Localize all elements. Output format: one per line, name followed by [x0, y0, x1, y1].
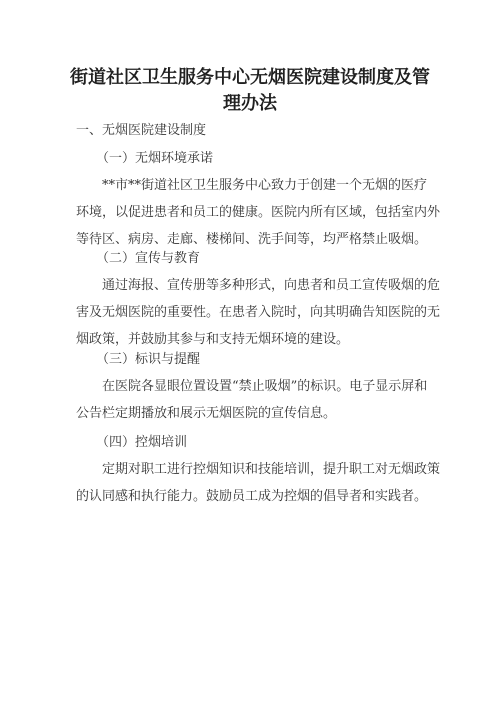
subsection-heading-2: （二）宣传与教育: [96, 251, 201, 266]
paragraph-3-line-1: 在医院各显眼位置设置“禁止吸烟”的标识。电子显示屏和: [102, 379, 428, 394]
subsection-heading-3: （三）标识与提醒: [96, 352, 201, 367]
paragraph-2-line-2: 害及无烟医院的重要性。在患者入院时，向其明确告知医院的无: [76, 305, 441, 320]
subsection-heading-4: （四）控烟培训: [96, 435, 188, 450]
paragraph-1-line-2: 环境，以促进患者和员工的健康。医院内所有区域，包括室内外: [76, 205, 441, 220]
document-title-line-1: 街道社区卫生服务中心无烟医院建设制度及管: [70, 67, 430, 88]
document-title-line-2: 理办法: [223, 93, 277, 114]
paragraph-1-line-3: 等待区、病房、走廊、楼梯间、洗手间等，均严格禁止吸烟。: [76, 232, 428, 247]
paragraph-2-line-1: 通过海报、宣传册等多种形式，向患者和员工宣传吸烟的危: [102, 278, 441, 293]
paragraph-1-line-1: **市**街道社区卫生服务中心致力于创建一个无烟的医疗: [102, 178, 428, 193]
subsection-heading-1: （一）无烟环境承诺: [96, 151, 214, 166]
paragraph-3-line-2: 公告栏定期播放和展示无烟医院的宣传信息。: [76, 406, 337, 421]
paragraph-4-line-1: 定期对职工进行控烟知识和技能培训，提升职工对无烟政策: [102, 462, 441, 477]
section-heading-1: 一、无烟医院建设制度: [76, 123, 207, 138]
paragraph-4-line-2: 的认同感和执行能力。鼓励员工成为控烟的倡导者和实践者。: [76, 489, 428, 504]
paragraph-2-line-3: 烟政策，并鼓励其参与和支持无烟环境的建设。: [76, 332, 350, 347]
